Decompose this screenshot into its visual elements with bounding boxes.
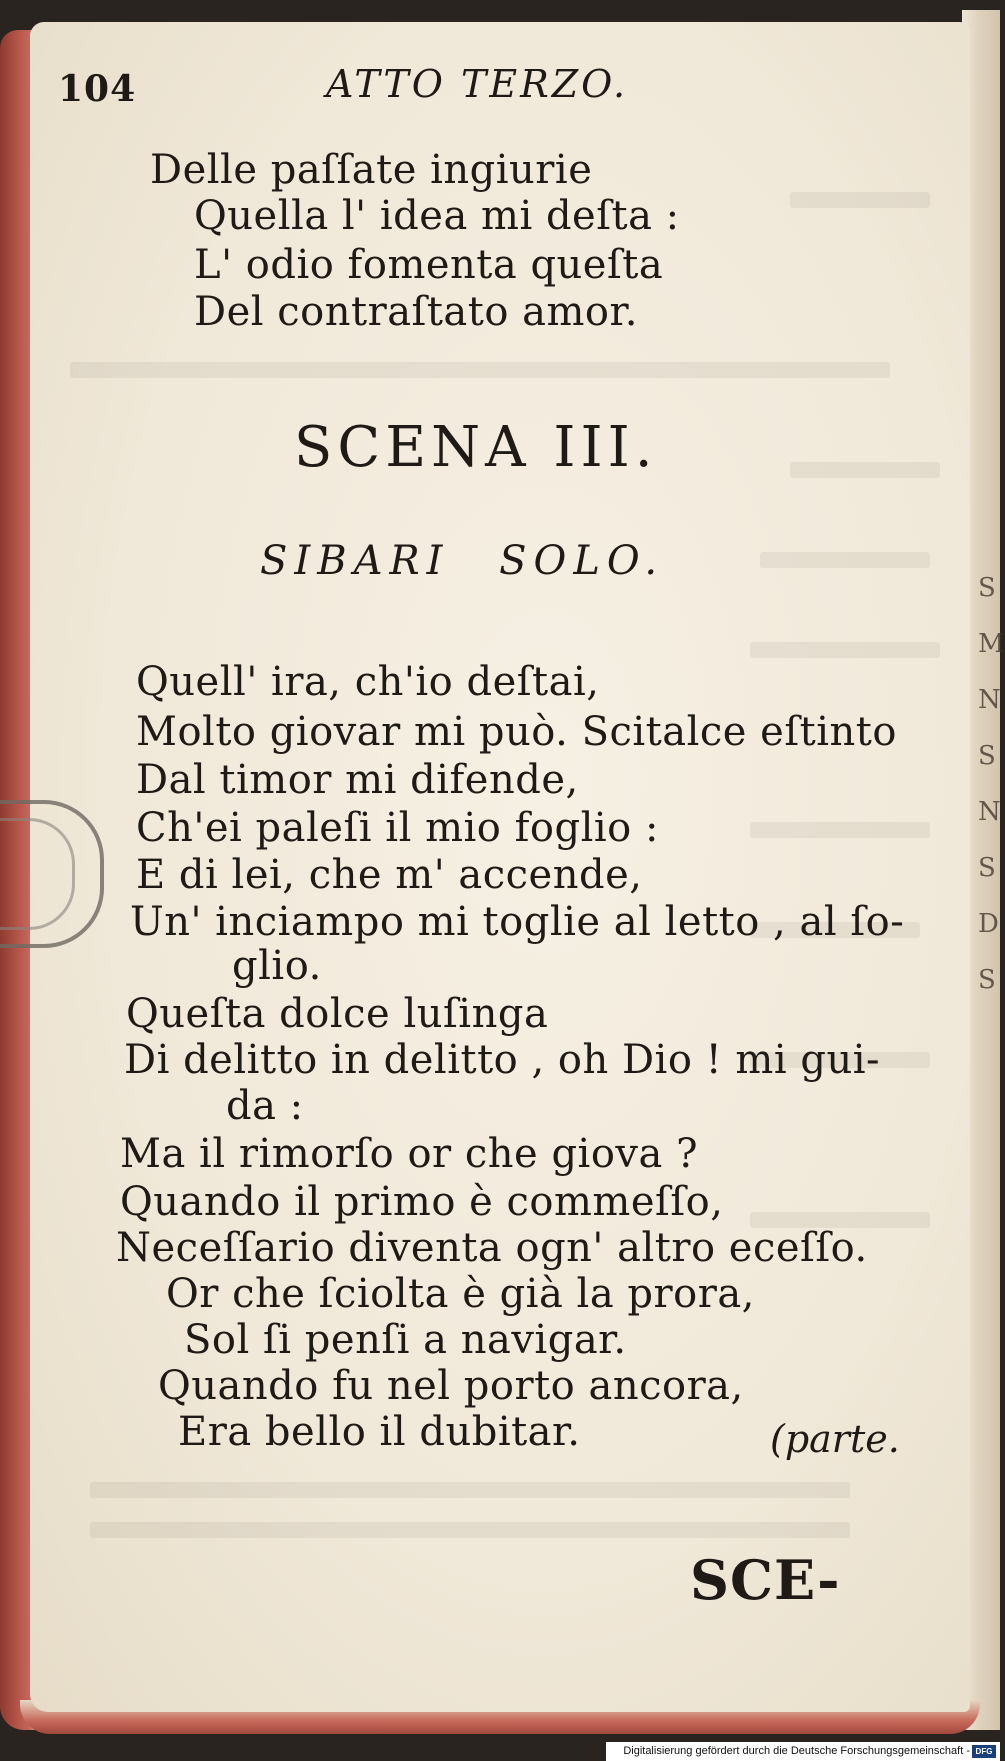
verse-line: Neceſſario diventa ogn' altro eceſſo. — [116, 1225, 868, 1271]
verse-line: Delle paſſate ingiurie — [150, 147, 593, 193]
verse-line: Sol ſi penſi a navigar. — [184, 1317, 627, 1363]
verse-line: glio. — [232, 943, 322, 989]
verse-line: L' odio fomenta queſta — [194, 242, 664, 288]
verse-line: E di lei, che m' accende, — [136, 852, 643, 898]
digitization-credit: Digitalisierung gefördert durch die Deutsche Forschungsgemeinschaft - — [606, 1742, 1000, 1761]
verse-line: Un' inciampo mi toglie al letto , al ſo- — [130, 899, 905, 945]
page-number: 104 — [58, 68, 137, 110]
verse-line: Quando fu nel porto ancora, — [158, 1363, 744, 1409]
verse-line: Di delitto in delitto , oh Dio ! mi gui- — [124, 1037, 881, 1083]
dfg-logo: DFG — [972, 1745, 996, 1758]
verse-line: Molto giovar mi può. Scitalce eſtinto — [136, 709, 897, 755]
stage-direction: (parte. — [770, 1417, 900, 1461]
verse-line: Ch'ei paleſi il mio foglio : — [136, 805, 659, 851]
next-page-glimpse: S M N S N S D S — [978, 573, 1005, 995]
verse-line: Quell' ira, ch'io deſtai, — [136, 659, 600, 705]
verse-line: Del contraſtato amor. — [194, 289, 638, 335]
paper-clip-inner-icon — [0, 818, 75, 930]
verse-line: Ma il rimorſo or che giova ? — [120, 1131, 699, 1177]
catchword: SCE- — [690, 1548, 841, 1612]
verse-line: Quella l' idea mi deſta : — [194, 193, 680, 239]
verse-line: Dal timor mi difende, — [136, 757, 579, 803]
verse-line: Queſta dolce luſinga — [126, 991, 549, 1037]
verse-line: Or che ſciolta è già la prora, — [166, 1271, 755, 1317]
verse-line: Quando il primo è commeſſo, — [120, 1179, 724, 1225]
running-head: ATTO TERZO. — [326, 62, 629, 106]
verse-line: da : — [226, 1083, 304, 1129]
verse-line: Era bello il dubitar. — [178, 1409, 581, 1455]
scene-title: SCENA III. — [294, 415, 658, 480]
character-name: SIBARI SOLO. — [260, 538, 665, 584]
